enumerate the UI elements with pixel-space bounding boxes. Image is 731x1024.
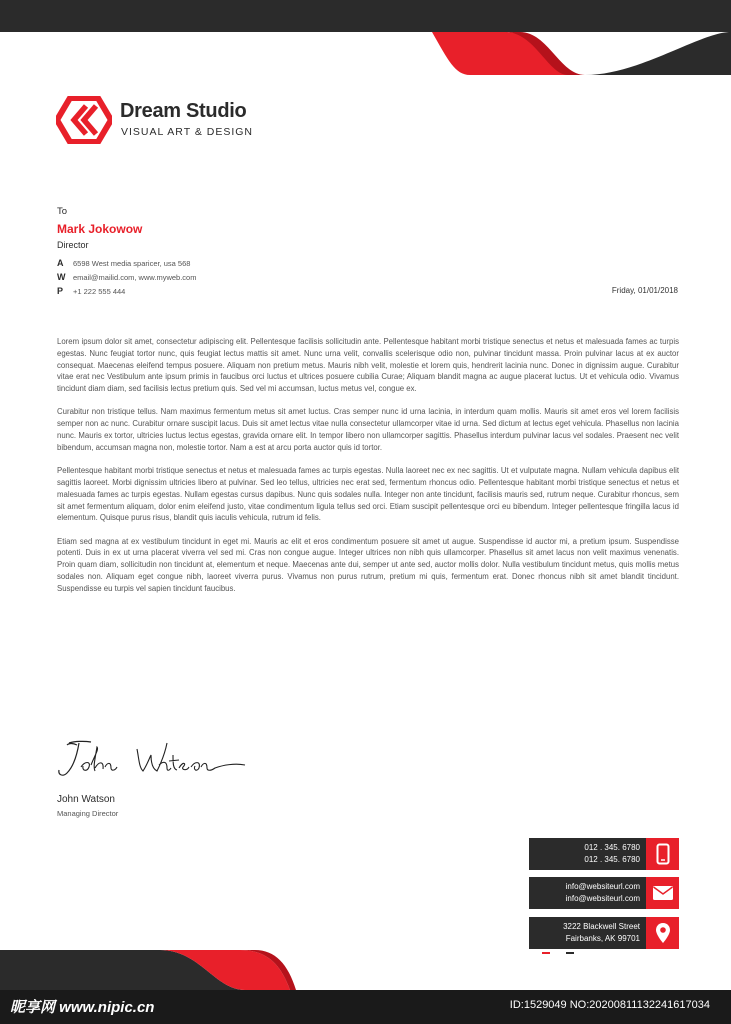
signer-name: John Watson: [57, 794, 115, 805]
contact-key: P: [57, 286, 64, 296]
contact-block-text: [529, 838, 646, 870]
brand-name: Dream Studio: [120, 100, 247, 122]
contact-line: info@websiteurl.com: [565, 882, 640, 891]
logo-icon: [56, 96, 112, 144]
contact-value: 6598 West media sparicer, usa 568: [73, 259, 191, 268]
header-decoration: [0, 0, 731, 75]
contact-value: +1 222 555 444: [73, 287, 126, 296]
mail-icon: [646, 877, 679, 909]
credit-watermark: 昵享网 www.nipic.cn: [10, 999, 155, 1016]
contact-phone-row: [57, 286, 125, 298]
footer-decoration: [0, 950, 731, 990]
contact-line: 3222 Blackwell Street: [563, 922, 640, 931]
letter-body: [57, 336, 679, 606]
contact-key: A: [57, 258, 64, 268]
contact-block-text: [529, 877, 646, 909]
contact-line: Fairbanks, AK 99701: [565, 934, 640, 943]
contact-line: 012 . 345. 6780: [584, 843, 640, 852]
body-paragraph: Etiam sed magna at ex vestibulum tincidunt in eget mi. Mauris ac elit et eros condimentum posuere sit amet ut augue. Suspendisse id auctor mi, a pretium ipsum. Suspendisse potenti. Duis in ex ut urna placerat viverra vel sed mi. Cras non congue augue. Integer ultrices non nibh quis ullamcorper. Phasellus sit amet lacus non velit maximus venenatis. Proin quam diam, sollicitudin non tincidunt at, elementum et neque. Maecenas ante dui, semper ut ante sed, auctor mollis dolor. Nulla vestibulum tincidunt metus, quis mollis metus sodales non. Aliquam eget congue nibh, laoreet viverra purus. Vivamus non purus rutrum, pretium mi quis, fermentum erat. Donec rhoncus nibh sit amet blandit tincidunt. Suspendisse eu turpis vel sapien tincidunt faucibus.: [57, 536, 679, 593]
signer-title: Managing Director: [57, 809, 119, 818]
recipient-title: Director: [57, 240, 89, 250]
location-pin-icon: [646, 917, 679, 949]
body-paragraph: Curabitur non tristique tellus. Nam maximus fermentum metus sit amet luctus. Cras semper nunc id urna lacinia, in interdum quam mollis. Mauris sit amet eros vel lorem facilisis semper non ac nunc. Curabitur ornare suscipit lacus. Duis sit amet lectus vitae nulla consectetur ullamcorper vitae id urna. Sed dictum at lectus eget vehicula. Phasellus non lacinia nunc. Mauris ex tortor, ultricies luctus lectus egestas, gravida ornare elit. In tempor libero non ullamcorper sagittis. Phasellus interdum pulvinar lacus vel sodales. Praesent nec velit bibendum, accumsan magna non, molestie tortor. Nam a est at arcu porta auctor quis id tortor.: [57, 407, 679, 452]
credit-id: ID:1529049 NO:20200811132241617034: [509, 999, 710, 1011]
contact-block-text: [529, 917, 646, 949]
recipient-name: Mark Jokowow: [57, 222, 143, 236]
address-contact-block: [529, 917, 679, 949]
to-label: To: [57, 206, 68, 217]
contact-key: W: [57, 272, 66, 282]
contact-web-row: [57, 272, 196, 284]
contact-value: email@mailid.com, www.myweb.com: [73, 273, 197, 282]
letter-date: Friday, 01/01/2018: [611, 286, 678, 295]
body-paragraph: Pellentesque habitant morbi tristique senectus et netus et malesuada fames ac turpis egestas. Nulla laoreet nec ex nec sagittis. Ut et vulputate magna. Nullam vehicula dapibus elit sagittis laoreet. Morbi dignissim ultricies libero at pulvinar. Sed leo tellus, ultricies nec erat sed, fermentum rhoncus odio. Pellentesque habitant morbi tristique senectus et netus et malesuada fames ac turpis egestas. Nullam egestas cursus dapibus. Nunc quis sodales nulla. Integer non ante tincidunt, facilisis mauris sed, rutrum neque. Curabitur rhoncus, sem sit amet fermentum aliquam, dolor enim eleifend justo, vitae condimentum ligula tellus sed orci. Etiam suscipit pellentesque orci eu bibendum. Integer pellentesque fringilla lacus id elementum. Quisque purus risus, blandit quis iaculis vehicula, rutrum id felis.: [57, 466, 679, 523]
phone-contact-block: [529, 838, 679, 870]
contact-address-row: [57, 258, 190, 270]
email-contact-block: [529, 877, 679, 909]
body-paragraph: Lorem ipsum dolor sit amet, consectetur adipiscing elit. Pellentesque facilisis sollicitudin ante. Pellentesque habitant morbi tristique senectus et netus et malesuada fames ac turpis egestas. Nunc feugiat tortor nunc, quis feugiat lectus mattis sit amet. Nunc urna velit, convallis scelerisque odio non, pulvinar tincidunt massa. Proin pulvinar lacus at ex auctor consequat. Maecenas eleifend tempus posuere. Aliquam non pretium metus. Mauris nibh velit, molestie et lorem quis, hendrerit lacinia nunc. Donec in dignissim augue. Curabitur vitae erat nec Vestibulum ante ipsum primis in faucibus orci luctus et ultrices posuere cubilia Curae; Aliquam blandit magna ac augue placerat luctus. Ut et vehicula odio. Vivamus tincidunt diam diam, sed facilisis lectus pretium quis. Sed vel mi accumsan, luctus metus vel, congue ex.: [57, 337, 679, 394]
contact-line: info@websiteurl.com: [565, 894, 640, 903]
contact-line: 012 . 345. 6780: [584, 855, 640, 864]
phone-icon: [646, 838, 679, 870]
handwritten-signature: [55, 735, 250, 785]
brand-tagline: VISUAL ART & DESIGN: [121, 126, 254, 138]
